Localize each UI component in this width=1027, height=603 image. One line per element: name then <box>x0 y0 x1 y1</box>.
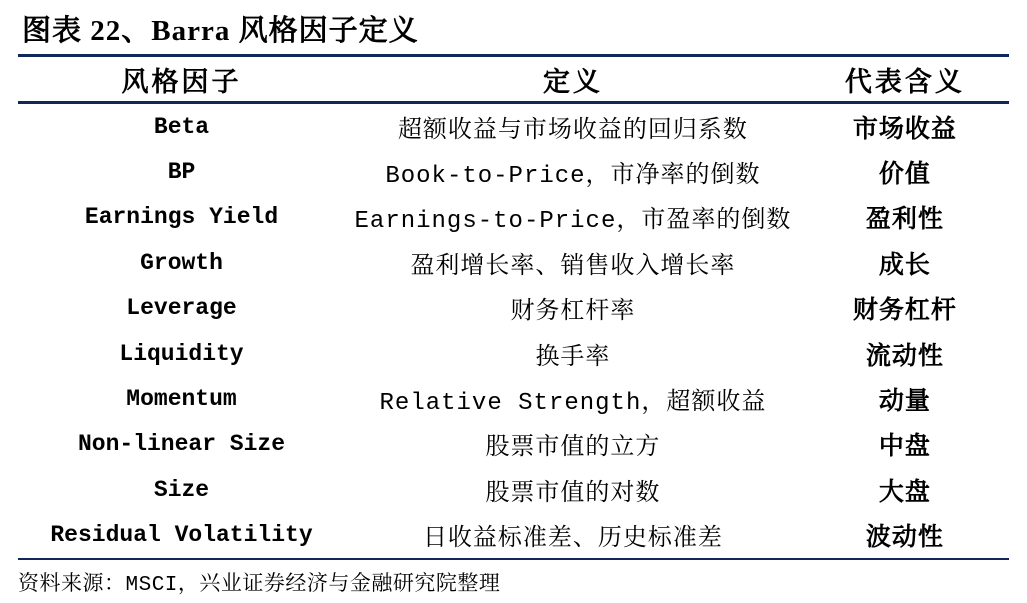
factor-name-cell: Earnings Yield <box>84 204 279 231</box>
factor-definition-cell: 盈利增长率、销售收入增长率 <box>410 253 736 281</box>
header-style-factor: 风格因子 <box>121 66 242 98</box>
factor-name-cell: Momentum <box>126 386 237 413</box>
factor-definition-cell: Book-to-Price，市净率的倒数 <box>385 163 761 191</box>
factor-definition-cell: 日收益标准差、历史标准差 <box>422 526 723 554</box>
factor-definition-cell: 股票市值的对数 <box>485 480 661 508</box>
factor-meaning-cell: 波动性 <box>865 522 944 552</box>
figure-title: 图表 22、Barra 风格因子定义 <box>22 15 419 47</box>
factor-name-cell: Non-linear Size <box>77 431 286 458</box>
table-row <box>18 467 1009 512</box>
factor-name-cell: Beta <box>153 113 210 140</box>
factor-definition-cell: 财务杠杆率 <box>510 299 636 327</box>
header-meaning: 代表含义 <box>844 66 965 98</box>
factor-definition-cell: 股票市值的立方 <box>485 435 661 463</box>
table-row <box>18 149 1009 194</box>
table-row <box>18 422 1009 467</box>
table-body <box>18 104 1009 558</box>
table-row <box>18 104 1009 149</box>
factor-name-cell: Size <box>153 476 210 503</box>
table-row <box>18 286 1009 331</box>
source-note: 资料来源：MSCI，兴业证券经济与金融研究院整理 <box>18 573 501 597</box>
factor-meaning-cell: 市场收益 <box>852 113 957 143</box>
factor-name-cell: Growth <box>140 249 223 276</box>
factor-meaning-cell: 盈利性 <box>865 204 944 234</box>
factor-meaning-cell: 价值 <box>878 159 931 189</box>
table-row <box>18 513 1009 558</box>
factor-meaning-cell: 财务杠杆 <box>852 295 957 325</box>
factor-name-cell: Residual Volatility <box>50 522 313 549</box>
table-header-row <box>18 57 1009 101</box>
factor-definition-cell: Relative Strength，超额收益 <box>379 390 767 418</box>
table-row <box>18 376 1009 421</box>
factor-meaning-cell: 大盘 <box>878 476 931 506</box>
factor-name-cell: Liquidity <box>119 340 244 367</box>
factor-meaning-cell: 中盘 <box>878 431 931 461</box>
factor-meaning-cell: 成长 <box>878 249 931 279</box>
table-row <box>18 195 1009 240</box>
factor-definition-cell: 超额收益与市场收益的回归系数 <box>397 117 748 145</box>
table-row <box>18 331 1009 376</box>
factor-definition-cell: Earnings-to-Price，市盈率的倒数 <box>354 208 792 236</box>
factor-definition-cell: 换手率 <box>535 344 611 372</box>
header-definition: 定义 <box>542 66 603 98</box>
table-row <box>18 240 1009 285</box>
factor-name-cell: Leverage <box>126 295 237 322</box>
factor-name-cell: BP <box>167 159 196 186</box>
factor-meaning-cell: 动量 <box>878 386 931 416</box>
factor-meaning-cell: 流动性 <box>865 340 944 370</box>
